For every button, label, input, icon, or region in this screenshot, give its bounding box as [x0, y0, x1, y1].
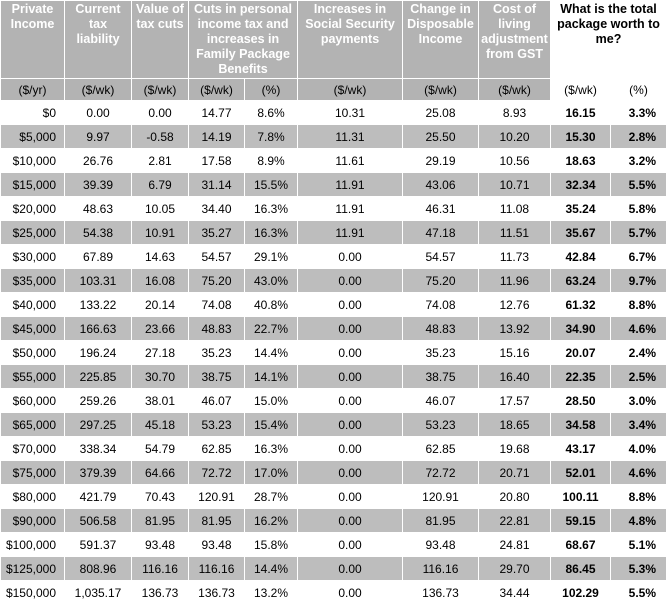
- cell-disposable-income-change: 53.23: [403, 413, 479, 437]
- cell-package-worth-pct: 5.5%: [611, 581, 666, 605]
- cell-current-tax: 9.97: [65, 125, 132, 149]
- header-current-tax-liability: Current tax liability: [65, 1, 132, 79]
- cell-package-worth-pct: 6.7%: [611, 245, 666, 269]
- cell-current-tax: 48.63: [65, 197, 132, 221]
- cell-private-income: $30,000: [1, 245, 65, 269]
- cell-income-tax-cut: 136.73: [189, 581, 245, 605]
- table-row: [1, 485, 666, 509]
- cell-package-worth: 20.07: [551, 341, 611, 365]
- cell-package-worth: 43.17: [551, 437, 611, 461]
- cell-income-tax-cut: 38.75: [189, 365, 245, 389]
- cell-social-security-increase: 0.00: [298, 485, 403, 509]
- cell-income-tax-cut-pct: 17.0%: [245, 461, 298, 485]
- cell-social-security-increase: 0.00: [298, 293, 403, 317]
- cell-current-tax: 26.76: [65, 149, 132, 173]
- cell-income-tax-cut-pct: 13.2%: [245, 581, 298, 605]
- cell-current-tax: 591.37: [65, 533, 132, 557]
- table-row: [1, 341, 666, 365]
- cell-disposable-income-change: 54.57: [403, 245, 479, 269]
- cell-income-tax-cut: 93.48: [189, 533, 245, 557]
- cell-private-income: $150,000: [1, 581, 65, 605]
- cell-social-security-increase: 0.00: [298, 437, 403, 461]
- cell-income-tax-cut: 75.20: [189, 269, 245, 293]
- cell-tax-cut-value: 6.79: [132, 173, 189, 197]
- cell-package-worth-pct: 4.8%: [611, 509, 666, 533]
- cell-package-worth-pct: 2.8%: [611, 125, 666, 149]
- cell-income-tax-cut-pct: 16.2%: [245, 509, 298, 533]
- cell-tax-cut-value: -0.58: [132, 125, 189, 149]
- unit-cell: ($/wk): [65, 79, 132, 101]
- cell-package-worth-pct: 3.3%: [611, 101, 666, 125]
- cell-package-worth-pct: 8.8%: [611, 293, 666, 317]
- cell-package-worth-pct: 3.0%: [611, 389, 666, 413]
- cell-current-tax: 379.39: [65, 461, 132, 485]
- cell-package-worth: 102.29: [551, 581, 611, 605]
- cell-package-worth-pct: 4.6%: [611, 461, 666, 485]
- cell-disposable-income-change: 75.20: [403, 269, 479, 293]
- cell-social-security-increase: 0.00: [298, 389, 403, 413]
- cell-tax-cut-value: 2.81: [132, 149, 189, 173]
- cell-private-income: $15,000: [1, 173, 65, 197]
- cell-package-worth: 52.01: [551, 461, 611, 485]
- table-row: [1, 413, 666, 437]
- cell-package-worth-pct: 5.8%: [611, 197, 666, 221]
- cell-gst-adjustment: 8.93: [479, 101, 551, 125]
- cell-tax-cut-value: 10.91: [132, 221, 189, 245]
- table-row: [1, 173, 666, 197]
- header-total-package: What is the total package worth to me?: [551, 1, 666, 79]
- table-row: [1, 437, 666, 461]
- cell-income-tax-cut: 54.57: [189, 245, 245, 269]
- cell-gst-adjustment: 18.65: [479, 413, 551, 437]
- cell-private-income: $70,000: [1, 437, 65, 461]
- cell-private-income: $45,000: [1, 317, 65, 341]
- cell-private-income: $65,000: [1, 413, 65, 437]
- cell-private-income: $0: [1, 101, 65, 125]
- cell-income-tax-cut: 48.83: [189, 317, 245, 341]
- cell-social-security-increase: 0.00: [298, 461, 403, 485]
- cell-tax-cut-value: 10.05: [132, 197, 189, 221]
- cell-current-tax: 54.38: [65, 221, 132, 245]
- cell-social-security-increase: 0.00: [298, 581, 403, 605]
- cell-income-tax-cut: 31.14: [189, 173, 245, 197]
- cell-income-tax-cut-pct: 15.0%: [245, 389, 298, 413]
- header-disposable-income: Change in Disposable Income: [403, 1, 479, 79]
- cell-social-security-increase: 0.00: [298, 269, 403, 293]
- cell-package-worth: 68.67: [551, 533, 611, 557]
- cell-current-tax: 421.79: [65, 485, 132, 509]
- cell-current-tax: 808.96: [65, 557, 132, 581]
- header-gst-adjustment: Cost of living adjustment from GST: [479, 1, 551, 79]
- cell-gst-adjustment: 20.80: [479, 485, 551, 509]
- cell-package-worth: 35.24: [551, 197, 611, 221]
- cell-income-tax-cut-pct: 16.3%: [245, 221, 298, 245]
- cell-income-tax-cut-pct: 14.4%: [245, 341, 298, 365]
- table-row: [1, 533, 666, 557]
- cell-gst-adjustment: 19.68: [479, 437, 551, 461]
- table-row: [1, 581, 666, 605]
- cell-package-worth: 34.58: [551, 413, 611, 437]
- table-row: [1, 509, 666, 533]
- cell-current-tax: 67.89: [65, 245, 132, 269]
- cell-social-security-increase: 11.31: [298, 125, 403, 149]
- cell-tax-cut-value: 16.08: [132, 269, 189, 293]
- table-row: [1, 125, 666, 149]
- table-row: [1, 221, 666, 245]
- table-row: [1, 197, 666, 221]
- cell-package-worth: 34.90: [551, 317, 611, 341]
- cell-social-security-increase: 11.91: [298, 173, 403, 197]
- cell-gst-adjustment: 11.73: [479, 245, 551, 269]
- cell-income-tax-cut-pct: 40.8%: [245, 293, 298, 317]
- cell-income-tax-cut-pct: 43.0%: [245, 269, 298, 293]
- cell-package-worth: 61.32: [551, 293, 611, 317]
- cell-income-tax-cut: 14.19: [189, 125, 245, 149]
- table-row: [1, 461, 666, 485]
- cell-tax-cut-value: 20.14: [132, 293, 189, 317]
- cell-income-tax-cut: 34.40: [189, 197, 245, 221]
- cell-social-security-increase: 11.61: [298, 149, 403, 173]
- cell-income-tax-cut: 46.07: [189, 389, 245, 413]
- cell-income-tax-cut: 81.95: [189, 509, 245, 533]
- cell-tax-cut-value: 0.00: [132, 101, 189, 125]
- cell-package-worth: 22.35: [551, 365, 611, 389]
- cell-current-tax: 297.25: [65, 413, 132, 437]
- cell-income-tax-cut-pct: 7.8%: [245, 125, 298, 149]
- unit-cell: ($/wk): [298, 79, 403, 101]
- header-value-of-tax-cuts: Value of tax cuts: [132, 1, 189, 79]
- cell-tax-cut-value: 81.95: [132, 509, 189, 533]
- cell-income-tax-cut: 74.08: [189, 293, 245, 317]
- cell-disposable-income-change: 116.16: [403, 557, 479, 581]
- table-row: [1, 317, 666, 341]
- cell-income-tax-cut: 116.16: [189, 557, 245, 581]
- cell-package-worth-pct: 2.4%: [611, 341, 666, 365]
- cell-income-tax-cut: 62.85: [189, 437, 245, 461]
- cell-package-worth-pct: 5.3%: [611, 557, 666, 581]
- cell-disposable-income-change: 48.83: [403, 317, 479, 341]
- cell-income-tax-cut-pct: 16.3%: [245, 197, 298, 221]
- cell-package-worth: 28.50: [551, 389, 611, 413]
- cell-gst-adjustment: 11.51: [479, 221, 551, 245]
- cell-private-income: $90,000: [1, 509, 65, 533]
- table-row: [1, 365, 666, 389]
- cell-disposable-income-change: 35.23: [403, 341, 479, 365]
- cell-gst-adjustment: 10.71: [479, 173, 551, 197]
- cell-gst-adjustment: 15.16: [479, 341, 551, 365]
- cell-private-income: $80,000: [1, 485, 65, 509]
- cell-gst-adjustment: 34.44: [479, 581, 551, 605]
- cell-private-income: $40,000: [1, 293, 65, 317]
- cell-income-tax-cut: 35.23: [189, 341, 245, 365]
- cell-disposable-income-change: 25.50: [403, 125, 479, 149]
- cell-disposable-income-change: 46.07: [403, 389, 479, 413]
- table-row: [1, 389, 666, 413]
- cell-social-security-increase: 11.91: [298, 221, 403, 245]
- cell-private-income: $125,000: [1, 557, 65, 581]
- cell-private-income: $60,000: [1, 389, 65, 413]
- cell-social-security-increase: 0.00: [298, 245, 403, 269]
- table-row: [1, 557, 666, 581]
- cell-disposable-income-change: 74.08: [403, 293, 479, 317]
- cell-package-worth-pct: 5.7%: [611, 221, 666, 245]
- cell-tax-cut-value: 54.79: [132, 437, 189, 461]
- cell-current-tax: 103.31: [65, 269, 132, 293]
- cell-current-tax: 133.22: [65, 293, 132, 317]
- cell-package-worth: 42.84: [551, 245, 611, 269]
- table-row: [1, 293, 666, 317]
- unit-cell: ($/wk): [403, 79, 479, 101]
- cell-disposable-income-change: 43.06: [403, 173, 479, 197]
- cell-current-tax: 39.39: [65, 173, 132, 197]
- cell-tax-cut-value: 30.70: [132, 365, 189, 389]
- cell-current-tax: 1,035.17: [65, 581, 132, 605]
- cell-income-tax-cut: 17.58: [189, 149, 245, 173]
- unit-cell: (%): [245, 79, 298, 101]
- cell-social-security-increase: 0.00: [298, 365, 403, 389]
- cell-package-worth: 16.15: [551, 101, 611, 125]
- cell-current-tax: 0.00: [65, 101, 132, 125]
- cell-income-tax-cut: 120.91: [189, 485, 245, 509]
- cell-package-worth-pct: 2.5%: [611, 365, 666, 389]
- cell-social-security-increase: 0.00: [298, 341, 403, 365]
- cell-package-worth-pct: 8.8%: [611, 485, 666, 509]
- table-row: [1, 269, 666, 293]
- cell-gst-adjustment: 13.92: [479, 317, 551, 341]
- cell-gst-adjustment: 12.76: [479, 293, 551, 317]
- cell-package-worth: 18.63: [551, 149, 611, 173]
- cell-tax-cut-value: 93.48: [132, 533, 189, 557]
- cell-disposable-income-change: 72.72: [403, 461, 479, 485]
- header-social-security: Increases in Social Security payments: [298, 1, 403, 79]
- unit-cell: ($/wk): [132, 79, 189, 101]
- cell-current-tax: 196.24: [65, 341, 132, 365]
- cell-private-income: $75,000: [1, 461, 65, 485]
- cell-package-worth-pct: 4.0%: [611, 437, 666, 461]
- cell-private-income: $25,000: [1, 221, 65, 245]
- unit-cell: (%): [611, 79, 666, 101]
- cell-gst-adjustment: 10.20: [479, 125, 551, 149]
- cell-package-worth: 35.67: [551, 221, 611, 245]
- cell-gst-adjustment: 29.70: [479, 557, 551, 581]
- cell-package-worth-pct: 9.7%: [611, 269, 666, 293]
- cell-package-worth: 100.11: [551, 485, 611, 509]
- cell-social-security-increase: 0.00: [298, 413, 403, 437]
- header-private-income: Private Income: [1, 1, 65, 79]
- cell-package-worth-pct: 5.1%: [611, 533, 666, 557]
- cell-private-income: $100,000: [1, 533, 65, 557]
- cell-disposable-income-change: 81.95: [403, 509, 479, 533]
- unit-cell: ($/wk): [189, 79, 245, 101]
- cell-gst-adjustment: 20.71: [479, 461, 551, 485]
- unit-cell: ($/wk): [551, 79, 611, 101]
- cell-package-worth-pct: 4.6%: [611, 317, 666, 341]
- cell-income-tax-cut: 14.77: [189, 101, 245, 125]
- cell-tax-cut-value: 136.73: [132, 581, 189, 605]
- cell-package-worth: 63.24: [551, 269, 611, 293]
- cell-social-security-increase: 0.00: [298, 557, 403, 581]
- cell-gst-adjustment: 16.40: [479, 365, 551, 389]
- cell-income-tax-cut-pct: 15.5%: [245, 173, 298, 197]
- cell-gst-adjustment: 17.57: [479, 389, 551, 413]
- cell-gst-adjustment: 24.81: [479, 533, 551, 557]
- cell-tax-cut-value: 38.01: [132, 389, 189, 413]
- cell-social-security-increase: 10.31: [298, 101, 403, 125]
- cell-gst-adjustment: 10.56: [479, 149, 551, 173]
- cell-disposable-income-change: 29.19: [403, 149, 479, 173]
- unit-cell: ($/wk): [479, 79, 551, 101]
- cell-private-income: $5,000: [1, 125, 65, 149]
- cell-tax-cut-value: 23.66: [132, 317, 189, 341]
- cell-income-tax-cut-pct: 15.8%: [245, 533, 298, 557]
- cell-gst-adjustment: 11.96: [479, 269, 551, 293]
- cell-social-security-increase: 0.00: [298, 509, 403, 533]
- table-row: [1, 101, 666, 125]
- cell-social-security-increase: 0.00: [298, 317, 403, 341]
- cell-package-worth: 86.45: [551, 557, 611, 581]
- cell-tax-cut-value: 116.16: [132, 557, 189, 581]
- cell-income-tax-cut-pct: 14.1%: [245, 365, 298, 389]
- cell-current-tax: 506.58: [65, 509, 132, 533]
- cell-package-worth-pct: 5.5%: [611, 173, 666, 197]
- cell-tax-cut-value: 45.18: [132, 413, 189, 437]
- cell-package-worth: 59.15: [551, 509, 611, 533]
- cell-current-tax: 259.26: [65, 389, 132, 413]
- cell-tax-cut-value: 70.43: [132, 485, 189, 509]
- cell-income-tax-cut-pct: 22.7%: [245, 317, 298, 341]
- cell-private-income: $10,000: [1, 149, 65, 173]
- cell-disposable-income-change: 25.08: [403, 101, 479, 125]
- cell-disposable-income-change: 46.31: [403, 197, 479, 221]
- cell-income-tax-cut-pct: 8.9%: [245, 149, 298, 173]
- cell-social-security-increase: 0.00: [298, 533, 403, 557]
- cell-tax-cut-value: 27.18: [132, 341, 189, 365]
- cell-income-tax-cut-pct: 29.1%: [245, 245, 298, 269]
- unit-cell: ($/yr): [1, 79, 65, 101]
- cell-tax-cut-value: 14.63: [132, 245, 189, 269]
- cell-current-tax: 225.85: [65, 365, 132, 389]
- cell-package-worth: 15.30: [551, 125, 611, 149]
- cell-gst-adjustment: 11.08: [479, 197, 551, 221]
- cell-income-tax-cut-pct: 16.3%: [245, 437, 298, 461]
- table-row: [1, 245, 666, 269]
- cell-disposable-income-change: 38.75: [403, 365, 479, 389]
- cell-social-security-increase: 11.91: [298, 197, 403, 221]
- cell-private-income: $55,000: [1, 365, 65, 389]
- cell-disposable-income-change: 47.18: [403, 221, 479, 245]
- cell-income-tax-cut-pct: 14.4%: [245, 557, 298, 581]
- cell-tax-cut-value: 64.66: [132, 461, 189, 485]
- cell-income-tax-cut-pct: 15.4%: [245, 413, 298, 437]
- cell-disposable-income-change: 93.48: [403, 533, 479, 557]
- cell-package-worth: 32.34: [551, 173, 611, 197]
- cell-disposable-income-change: 120.91: [403, 485, 479, 509]
- cell-income-tax-cut: 35.27: [189, 221, 245, 245]
- cell-package-worth-pct: 3.4%: [611, 413, 666, 437]
- cell-private-income: $35,000: [1, 269, 65, 293]
- cell-gst-adjustment: 22.81: [479, 509, 551, 533]
- header-cuts-income-tax: Cuts in personal income tax and increases in Family Package Benefits: [189, 1, 298, 79]
- cell-current-tax: 338.34: [65, 437, 132, 461]
- cell-private-income: $20,000: [1, 197, 65, 221]
- cell-package-worth-pct: 3.2%: [611, 149, 666, 173]
- cell-income-tax-cut: 72.72: [189, 461, 245, 485]
- cell-disposable-income-change: 62.85: [403, 437, 479, 461]
- cell-disposable-income-change: 136.73: [403, 581, 479, 605]
- cell-income-tax-cut-pct: 8.6%: [245, 101, 298, 125]
- table-row: [1, 149, 666, 173]
- cell-income-tax-cut-pct: 28.7%: [245, 485, 298, 509]
- cell-income-tax-cut: 53.23: [189, 413, 245, 437]
- cell-private-income: $50,000: [1, 341, 65, 365]
- cell-current-tax: 166.63: [65, 317, 132, 341]
